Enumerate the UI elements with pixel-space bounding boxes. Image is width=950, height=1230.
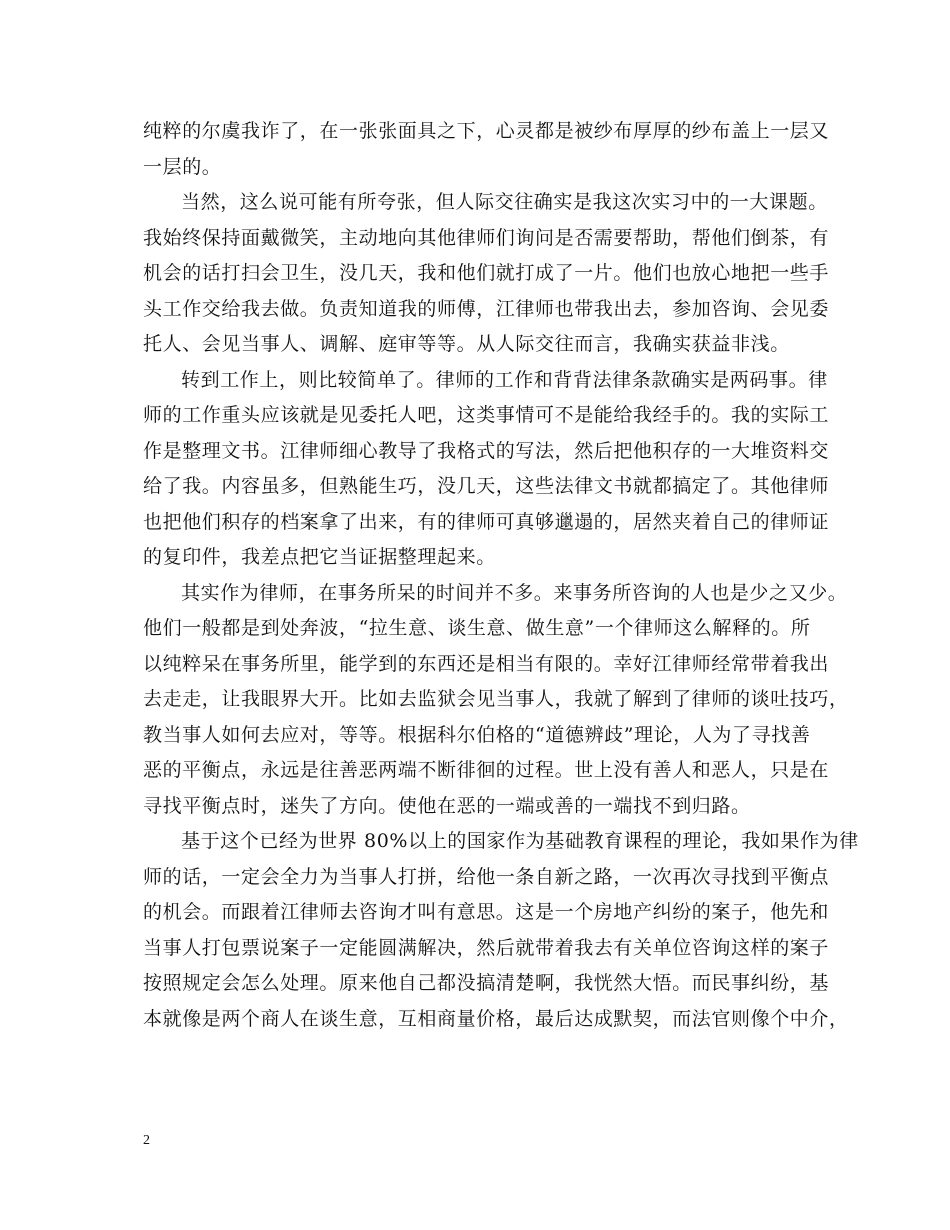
paragraph-line: 当事人打包票说案子一定能圆满解决，然后就带着我去有关单位咨询这样的案子 bbox=[143, 936, 830, 959]
paragraph-line: 给了我。内容虽多，但熟能生巧，没几天，这些法律文书就都搞定了。其他律师 bbox=[143, 475, 830, 497]
paragraph-first-line: 转到工作上，则比较简单了。律师的工作和背背法律条款确实是两码事。律 bbox=[181, 368, 828, 391]
paragraph-line: 他们一般都是到处奔波，“拉生意、谈生意、做生意”一个律师这么解释的。所 bbox=[143, 617, 811, 639]
body-text bbox=[143, 114, 859, 1037]
paragraph-line: 作是整理文书。江律师细心教导了我格式的写法，然后把他积存的一大堆资料交 bbox=[143, 439, 830, 462]
paragraph-line: 的复印件，我差点把它当证据整理起来。 bbox=[143, 546, 496, 568]
paragraph-line: 也把他们积存的档案拿了出来，有的律师可真够邋遢的，居然夹着自己的律师证 bbox=[143, 510, 830, 533]
paragraph-first-line: 其实作为律师，在事务所呆的时间并不多。来事务所咨询的人也是少之又少。 bbox=[181, 581, 848, 604]
paragraph-line: 以纯粹呆在事务所里，能学到的东西还是相当有限的。幸好江律师经常带着我出 bbox=[143, 652, 830, 675]
paragraph-line: 的机会。而跟着江律师去咨询才叫有意思。这是一个房地产纠纷的案子，他先和 bbox=[143, 901, 830, 923]
paragraph-line: 师的话，一定会全力为当事人打拼，给他一条自新之路，一次再次寻找到平衡点 bbox=[143, 865, 830, 888]
paragraph-line: 寻找平衡点时，迷失了方向。使他在恶的一端或善的一端找不到归路。 bbox=[143, 794, 751, 817]
page-number: 2 bbox=[143, 1133, 150, 1148]
paragraph-line: 按照规定会怎么处理。原来他自己都没搞清楚啊，我恍然大悟。而民事纠纷，基 bbox=[143, 972, 830, 994]
paragraph-line: 头工作交给我去做。负责知道我的师傅，江律师也带我出去，参加咨询、会见委 bbox=[143, 297, 830, 320]
paragraph-line: 去走走，让我眼界大开。比如去监狱会见当事人，我就了解到了律师的谈吐技巧， bbox=[143, 688, 849, 710]
paragraph-line: 托人、会见当事人、调解、庭审等等。从人际交往而言，我确实获益非浅。 bbox=[143, 333, 790, 355]
paragraph-first-line: 当然，这么说可能有所夸张，但人际交往确实是我这次实习中的一大课题。 bbox=[181, 191, 828, 213]
paragraph-line: 机会的话打扫会卫生，没几天，我和他们就打成了一片。他们也放心地把一些手 bbox=[143, 262, 830, 284]
paragraph-line: 师的工作重头应该就是见委托人吧，这类事情可不是能给我经手的。我的实际工 bbox=[143, 404, 830, 426]
paragraph-line: 恶的平衡点，永远是往善恶两端不断徘徊的过程。世上没有善人和恶人，只是在 bbox=[143, 759, 830, 781]
paragraph-line: 我始终保持面戴微笑，主动地向其他律师们询问是否需要帮助，帮他们倒茶，有 bbox=[143, 226, 830, 249]
paragraph-first-line: 纯粹的尔虞我诈了，在一张张面具之下，心灵都是被纱布厚厚的纱布盖上一层又 bbox=[143, 120, 830, 142]
paragraph-line: 教当事人如何去应对，等等。根据科尔伯格的“道德辨歧”理论，人为了寻找善 bbox=[143, 723, 811, 746]
paragraph-line: 本就像是两个商人在谈生意，互相商量价格，最后达成默契，而法官则像个中介， bbox=[143, 1007, 849, 1030]
paragraph-first-line: 基于这个已经为世界 80%以上的国家作为基础教育课程的理论，我如果作为律 bbox=[181, 830, 859, 852]
paragraph-line: 一层的。 bbox=[143, 155, 222, 178]
